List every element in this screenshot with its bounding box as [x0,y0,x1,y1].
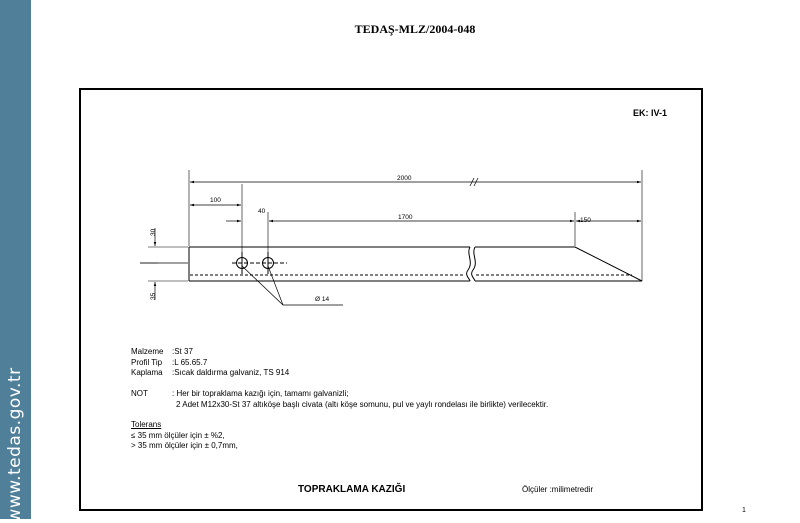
tolerance-line-1: ≤ 35 mm ölçüler için ± %2, [131,430,225,440]
units-note: Ölçüler :milimetredir [522,485,594,494]
tolerance-line-2: > 35 mm ölçüler için ± 0,7mm, [131,441,238,450]
document-code: TEDAŞ-MLZ/2004-048 [354,22,476,36]
part-title: TOPRAKLAMA KAZIĞI [298,484,406,495]
bolt-holes [232,252,287,274]
annex-label: EK: IV-1 [633,108,668,118]
tolerance-block [131,420,238,452]
note-key: NOT [131,389,148,398]
spec-list [131,347,289,379]
dim-first: 100 [210,197,221,204]
note-line-2: 2 Adet M12x30-St 37 altıköşe başlı civata (altı köşe somunu, pul ve yaylı rondelası ile birlikte) verilecektir. [176,399,549,409]
watermark-url: www.tedas.gov.tr [5,367,25,523]
spec-row-profile: Profil Tip :L 65.65.7 [131,357,208,367]
page-mark: 1 [742,507,746,514]
dim-tip: 150 [580,217,591,224]
hole-diameter: Ø 14 [315,296,330,303]
dim-total: 2000 [397,175,412,182]
spec-row-coating: Kaplama :Sıcak daldırma galvaniz, TS 914 [131,368,290,377]
dim-top-height: 30 [150,228,157,236]
dim-middle: 1700 [398,214,413,221]
spec-row-material: Malzeme :St 37 [131,347,193,356]
dim-spacing: 40 [258,208,266,215]
tolerance-title: Tolerans [131,420,162,429]
note-line-1: : Her bir topraklama kazığı için, tamamı galvanizli; [172,389,349,398]
angle-profile-bar [189,247,642,281]
note-block [131,389,548,410]
dim-bottom-height: 35 [150,292,157,300]
